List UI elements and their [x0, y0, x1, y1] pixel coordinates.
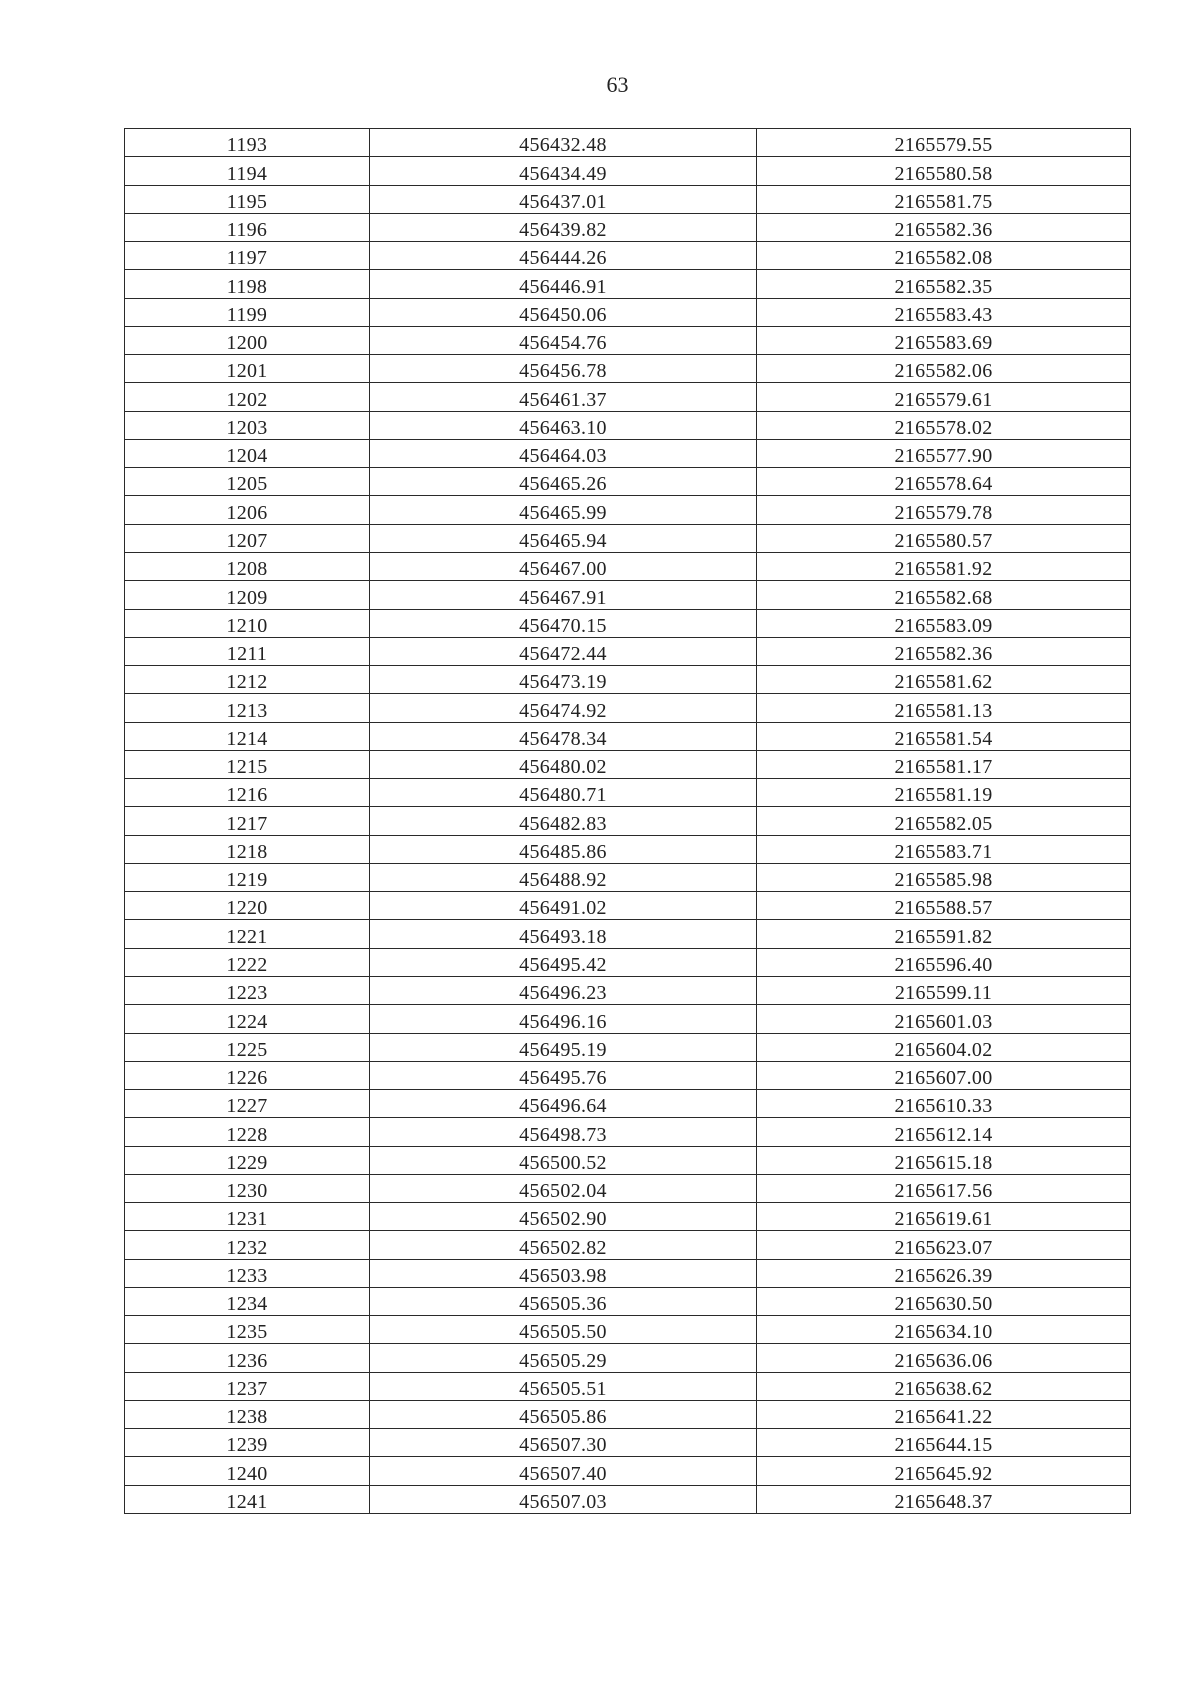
- point-number-cell: 1223: [125, 976, 370, 1004]
- point-number-cell: 1222: [125, 948, 370, 976]
- y-coordinate-cell: 2165579.61: [757, 383, 1131, 411]
- x-coordinate-cell: 456463.10: [370, 411, 757, 439]
- table-row: [125, 722, 1131, 750]
- x-coordinate-cell: 456502.82: [370, 1231, 757, 1259]
- table-row: [125, 948, 1131, 976]
- point-number-cell: 1195: [125, 185, 370, 213]
- y-coordinate-cell: 2165607.00: [757, 1061, 1131, 1089]
- point-number-cell: 1215: [125, 750, 370, 778]
- y-coordinate-cell: 2165612.14: [757, 1118, 1131, 1146]
- x-coordinate-cell: 456505.29: [370, 1344, 757, 1372]
- point-number-cell: 1221: [125, 920, 370, 948]
- point-number-cell: 1207: [125, 524, 370, 552]
- point-number-cell: 1240: [125, 1457, 370, 1485]
- table-row: [125, 694, 1131, 722]
- x-coordinate-cell: 456474.92: [370, 694, 757, 722]
- y-coordinate-cell: 2165599.11: [757, 976, 1131, 1004]
- x-coordinate-cell: 456496.23: [370, 976, 757, 1004]
- point-number-cell: 1218: [125, 835, 370, 863]
- x-coordinate-cell: 456502.90: [370, 1203, 757, 1231]
- x-coordinate-cell: 456465.99: [370, 496, 757, 524]
- point-number-cell: 1209: [125, 581, 370, 609]
- y-coordinate-cell: 2165619.61: [757, 1203, 1131, 1231]
- x-coordinate-cell: 456480.02: [370, 750, 757, 778]
- x-coordinate-cell: 456505.50: [370, 1316, 757, 1344]
- table-row: [125, 920, 1131, 948]
- point-number-cell: 1201: [125, 355, 370, 383]
- y-coordinate-cell: 2165582.35: [757, 270, 1131, 298]
- y-coordinate-cell: 2165596.40: [757, 948, 1131, 976]
- x-coordinate-cell: 456437.01: [370, 185, 757, 213]
- table-row: [125, 637, 1131, 665]
- point-number-cell: 1226: [125, 1061, 370, 1089]
- x-coordinate-cell: 456456.78: [370, 355, 757, 383]
- y-coordinate-cell: 2165580.58: [757, 157, 1131, 185]
- x-coordinate-cell: 456473.19: [370, 666, 757, 694]
- x-coordinate-cell: 456503.98: [370, 1259, 757, 1287]
- point-number-cell: 1224: [125, 1005, 370, 1033]
- y-coordinate-cell: 2165610.33: [757, 1090, 1131, 1118]
- y-coordinate-cell: 2165638.62: [757, 1372, 1131, 1400]
- table-row: [125, 1005, 1131, 1033]
- y-coordinate-cell: 2165601.03: [757, 1005, 1131, 1033]
- point-number-cell: 1219: [125, 863, 370, 891]
- table-row: [125, 270, 1131, 298]
- y-coordinate-cell: 2165617.56: [757, 1174, 1131, 1202]
- point-number-cell: 1217: [125, 807, 370, 835]
- y-coordinate-cell: 2165604.02: [757, 1033, 1131, 1061]
- y-coordinate-cell: 2165583.71: [757, 835, 1131, 863]
- point-number-cell: 1230: [125, 1174, 370, 1202]
- table-row: [125, 1090, 1131, 1118]
- x-coordinate-cell: 456495.76: [370, 1061, 757, 1089]
- table-row: [125, 1429, 1131, 1457]
- table-row: [125, 807, 1131, 835]
- point-number-cell: 1228: [125, 1118, 370, 1146]
- point-number-cell: 1196: [125, 213, 370, 241]
- x-coordinate-cell: 456498.73: [370, 1118, 757, 1146]
- x-coordinate-cell: 456444.26: [370, 242, 757, 270]
- y-coordinate-cell: 2165580.57: [757, 524, 1131, 552]
- x-coordinate-cell: 456496.64: [370, 1090, 757, 1118]
- x-coordinate-cell: 456454.76: [370, 326, 757, 354]
- x-coordinate-cell: 456470.15: [370, 609, 757, 637]
- table-row: [125, 1231, 1131, 1259]
- point-number-cell: 1210: [125, 609, 370, 637]
- x-coordinate-cell: 456446.91: [370, 270, 757, 298]
- x-coordinate-cell: 456434.49: [370, 157, 757, 185]
- x-coordinate-cell: 456505.36: [370, 1287, 757, 1315]
- y-coordinate-cell: 2165582.36: [757, 637, 1131, 665]
- table-row: [125, 976, 1131, 1004]
- table-row: [125, 1316, 1131, 1344]
- table-body: [125, 129, 1131, 1514]
- x-coordinate-cell: 456491.02: [370, 892, 757, 920]
- y-coordinate-cell: 2165636.06: [757, 1344, 1131, 1372]
- x-coordinate-cell: 456485.86: [370, 835, 757, 863]
- point-number-cell: 1200: [125, 326, 370, 354]
- y-coordinate-cell: 2165588.57: [757, 892, 1131, 920]
- x-coordinate-cell: 456450.06: [370, 298, 757, 326]
- table-row: [125, 581, 1131, 609]
- x-coordinate-cell: 456507.03: [370, 1485, 757, 1513]
- y-coordinate-cell: 2165578.64: [757, 468, 1131, 496]
- table-row: [125, 185, 1131, 213]
- x-coordinate-cell: 456505.86: [370, 1400, 757, 1428]
- x-coordinate-cell: 456496.16: [370, 1005, 757, 1033]
- y-coordinate-cell: 2165581.13: [757, 694, 1131, 722]
- x-coordinate-cell: 456467.00: [370, 552, 757, 580]
- y-coordinate-cell: 2165644.15: [757, 1429, 1131, 1457]
- x-coordinate-cell: 456480.71: [370, 779, 757, 807]
- x-coordinate-cell: 456478.34: [370, 722, 757, 750]
- y-coordinate-cell: 2165579.78: [757, 496, 1131, 524]
- y-coordinate-cell: 2165577.90: [757, 439, 1131, 467]
- point-number-cell: 1237: [125, 1372, 370, 1400]
- table-row: [125, 411, 1131, 439]
- x-coordinate-cell: 456467.91: [370, 581, 757, 609]
- coordinates-table: [124, 128, 1131, 1514]
- y-coordinate-cell: 2165578.02: [757, 411, 1131, 439]
- point-number-cell: 1241: [125, 1485, 370, 1513]
- x-coordinate-cell: 456472.44: [370, 637, 757, 665]
- point-number-cell: 1229: [125, 1146, 370, 1174]
- table-row: [125, 1400, 1131, 1428]
- point-number-cell: 1227: [125, 1090, 370, 1118]
- y-coordinate-cell: 2165583.43: [757, 298, 1131, 326]
- table-row: [125, 439, 1131, 467]
- y-coordinate-cell: 2165581.62: [757, 666, 1131, 694]
- y-coordinate-cell: 2165582.08: [757, 242, 1131, 270]
- y-coordinate-cell: 2165630.50: [757, 1287, 1131, 1315]
- point-number-cell: 1198: [125, 270, 370, 298]
- y-coordinate-cell: 2165623.07: [757, 1231, 1131, 1259]
- x-coordinate-cell: 456432.48: [370, 129, 757, 157]
- x-coordinate-cell: 456465.94: [370, 524, 757, 552]
- table-row: [125, 496, 1131, 524]
- table-row: [125, 1203, 1131, 1231]
- y-coordinate-cell: 2165641.22: [757, 1400, 1131, 1428]
- y-coordinate-cell: 2165582.06: [757, 355, 1131, 383]
- table-row: [125, 1146, 1131, 1174]
- table-row: [125, 1485, 1131, 1513]
- table-row: [125, 666, 1131, 694]
- point-number-cell: 1211: [125, 637, 370, 665]
- y-coordinate-cell: 2165581.17: [757, 750, 1131, 778]
- point-number-cell: 1208: [125, 552, 370, 580]
- point-number-cell: 1212: [125, 666, 370, 694]
- y-coordinate-cell: 2165581.54: [757, 722, 1131, 750]
- point-number-cell: 1239: [125, 1429, 370, 1457]
- point-number-cell: 1206: [125, 496, 370, 524]
- table-row: [125, 1457, 1131, 1485]
- y-coordinate-cell: 2165582.36: [757, 213, 1131, 241]
- y-coordinate-cell: 2165581.75: [757, 185, 1131, 213]
- table-row: [125, 524, 1131, 552]
- point-number-cell: 1204: [125, 439, 370, 467]
- table-row: [125, 355, 1131, 383]
- x-coordinate-cell: 456495.42: [370, 948, 757, 976]
- point-number-cell: 1193: [125, 129, 370, 157]
- point-number-cell: 1213: [125, 694, 370, 722]
- point-number-cell: 1202: [125, 383, 370, 411]
- table-row: [125, 863, 1131, 891]
- point-number-cell: 1234: [125, 1287, 370, 1315]
- table-row: [125, 1118, 1131, 1146]
- point-number-cell: 1205: [125, 468, 370, 496]
- table-row: [125, 779, 1131, 807]
- x-coordinate-cell: 456495.19: [370, 1033, 757, 1061]
- point-number-cell: 1199: [125, 298, 370, 326]
- x-coordinate-cell: 456482.83: [370, 807, 757, 835]
- x-coordinate-cell: 456500.52: [370, 1146, 757, 1174]
- point-number-cell: 1232: [125, 1231, 370, 1259]
- table-row: [125, 213, 1131, 241]
- y-coordinate-cell: 2165585.98: [757, 863, 1131, 891]
- point-number-cell: 1238: [125, 1400, 370, 1428]
- table-row: [125, 326, 1131, 354]
- x-coordinate-cell: 456465.26: [370, 468, 757, 496]
- x-coordinate-cell: 456493.18: [370, 920, 757, 948]
- table-row: [125, 1259, 1131, 1287]
- point-number-cell: 1203: [125, 411, 370, 439]
- table-row: [125, 552, 1131, 580]
- table-row: [125, 1372, 1131, 1400]
- y-coordinate-cell: 2165581.19: [757, 779, 1131, 807]
- x-coordinate-cell: 456502.04: [370, 1174, 757, 1202]
- table-row: [125, 1174, 1131, 1202]
- point-number-cell: 1235: [125, 1316, 370, 1344]
- y-coordinate-cell: 2165648.37: [757, 1485, 1131, 1513]
- table-row: [125, 750, 1131, 778]
- table-row: [125, 468, 1131, 496]
- table-row: [125, 1033, 1131, 1061]
- x-coordinate-cell: 456488.92: [370, 863, 757, 891]
- point-number-cell: 1236: [125, 1344, 370, 1372]
- x-coordinate-cell: 456505.51: [370, 1372, 757, 1400]
- point-number-cell: 1225: [125, 1033, 370, 1061]
- point-number-cell: 1214: [125, 722, 370, 750]
- y-coordinate-cell: 2165579.55: [757, 129, 1131, 157]
- table-row: [125, 242, 1131, 270]
- y-coordinate-cell: 2165583.69: [757, 326, 1131, 354]
- x-coordinate-cell: 456461.37: [370, 383, 757, 411]
- x-coordinate-cell: 456507.30: [370, 1429, 757, 1457]
- x-coordinate-cell: 456507.40: [370, 1457, 757, 1485]
- y-coordinate-cell: 2165583.09: [757, 609, 1131, 637]
- y-coordinate-cell: 2165591.82: [757, 920, 1131, 948]
- table-row: [125, 609, 1131, 637]
- point-number-cell: 1231: [125, 1203, 370, 1231]
- table-row: [125, 835, 1131, 863]
- x-coordinate-cell: 456439.82: [370, 213, 757, 241]
- point-number-cell: 1216: [125, 779, 370, 807]
- table-row: [125, 157, 1131, 185]
- point-number-cell: 1220: [125, 892, 370, 920]
- table-row: [125, 298, 1131, 326]
- point-number-cell: 1233: [125, 1259, 370, 1287]
- table-row: [125, 129, 1131, 157]
- y-coordinate-cell: 2165626.39: [757, 1259, 1131, 1287]
- table-row: [125, 892, 1131, 920]
- y-coordinate-cell: 2165645.92: [757, 1457, 1131, 1485]
- page-number: 63: [606, 72, 629, 97]
- point-number-cell: 1197: [125, 242, 370, 270]
- table-row: [125, 383, 1131, 411]
- y-coordinate-cell: 2165582.05: [757, 807, 1131, 835]
- y-coordinate-cell: 2165634.10: [757, 1316, 1131, 1344]
- table-row: [125, 1344, 1131, 1372]
- y-coordinate-cell: 2165582.68: [757, 581, 1131, 609]
- table-row: [125, 1061, 1131, 1089]
- x-coordinate-cell: 456464.03: [370, 439, 757, 467]
- y-coordinate-cell: 2165615.18: [757, 1146, 1131, 1174]
- point-number-cell: 1194: [125, 157, 370, 185]
- table-row: [125, 1287, 1131, 1315]
- y-coordinate-cell: 2165581.92: [757, 552, 1131, 580]
